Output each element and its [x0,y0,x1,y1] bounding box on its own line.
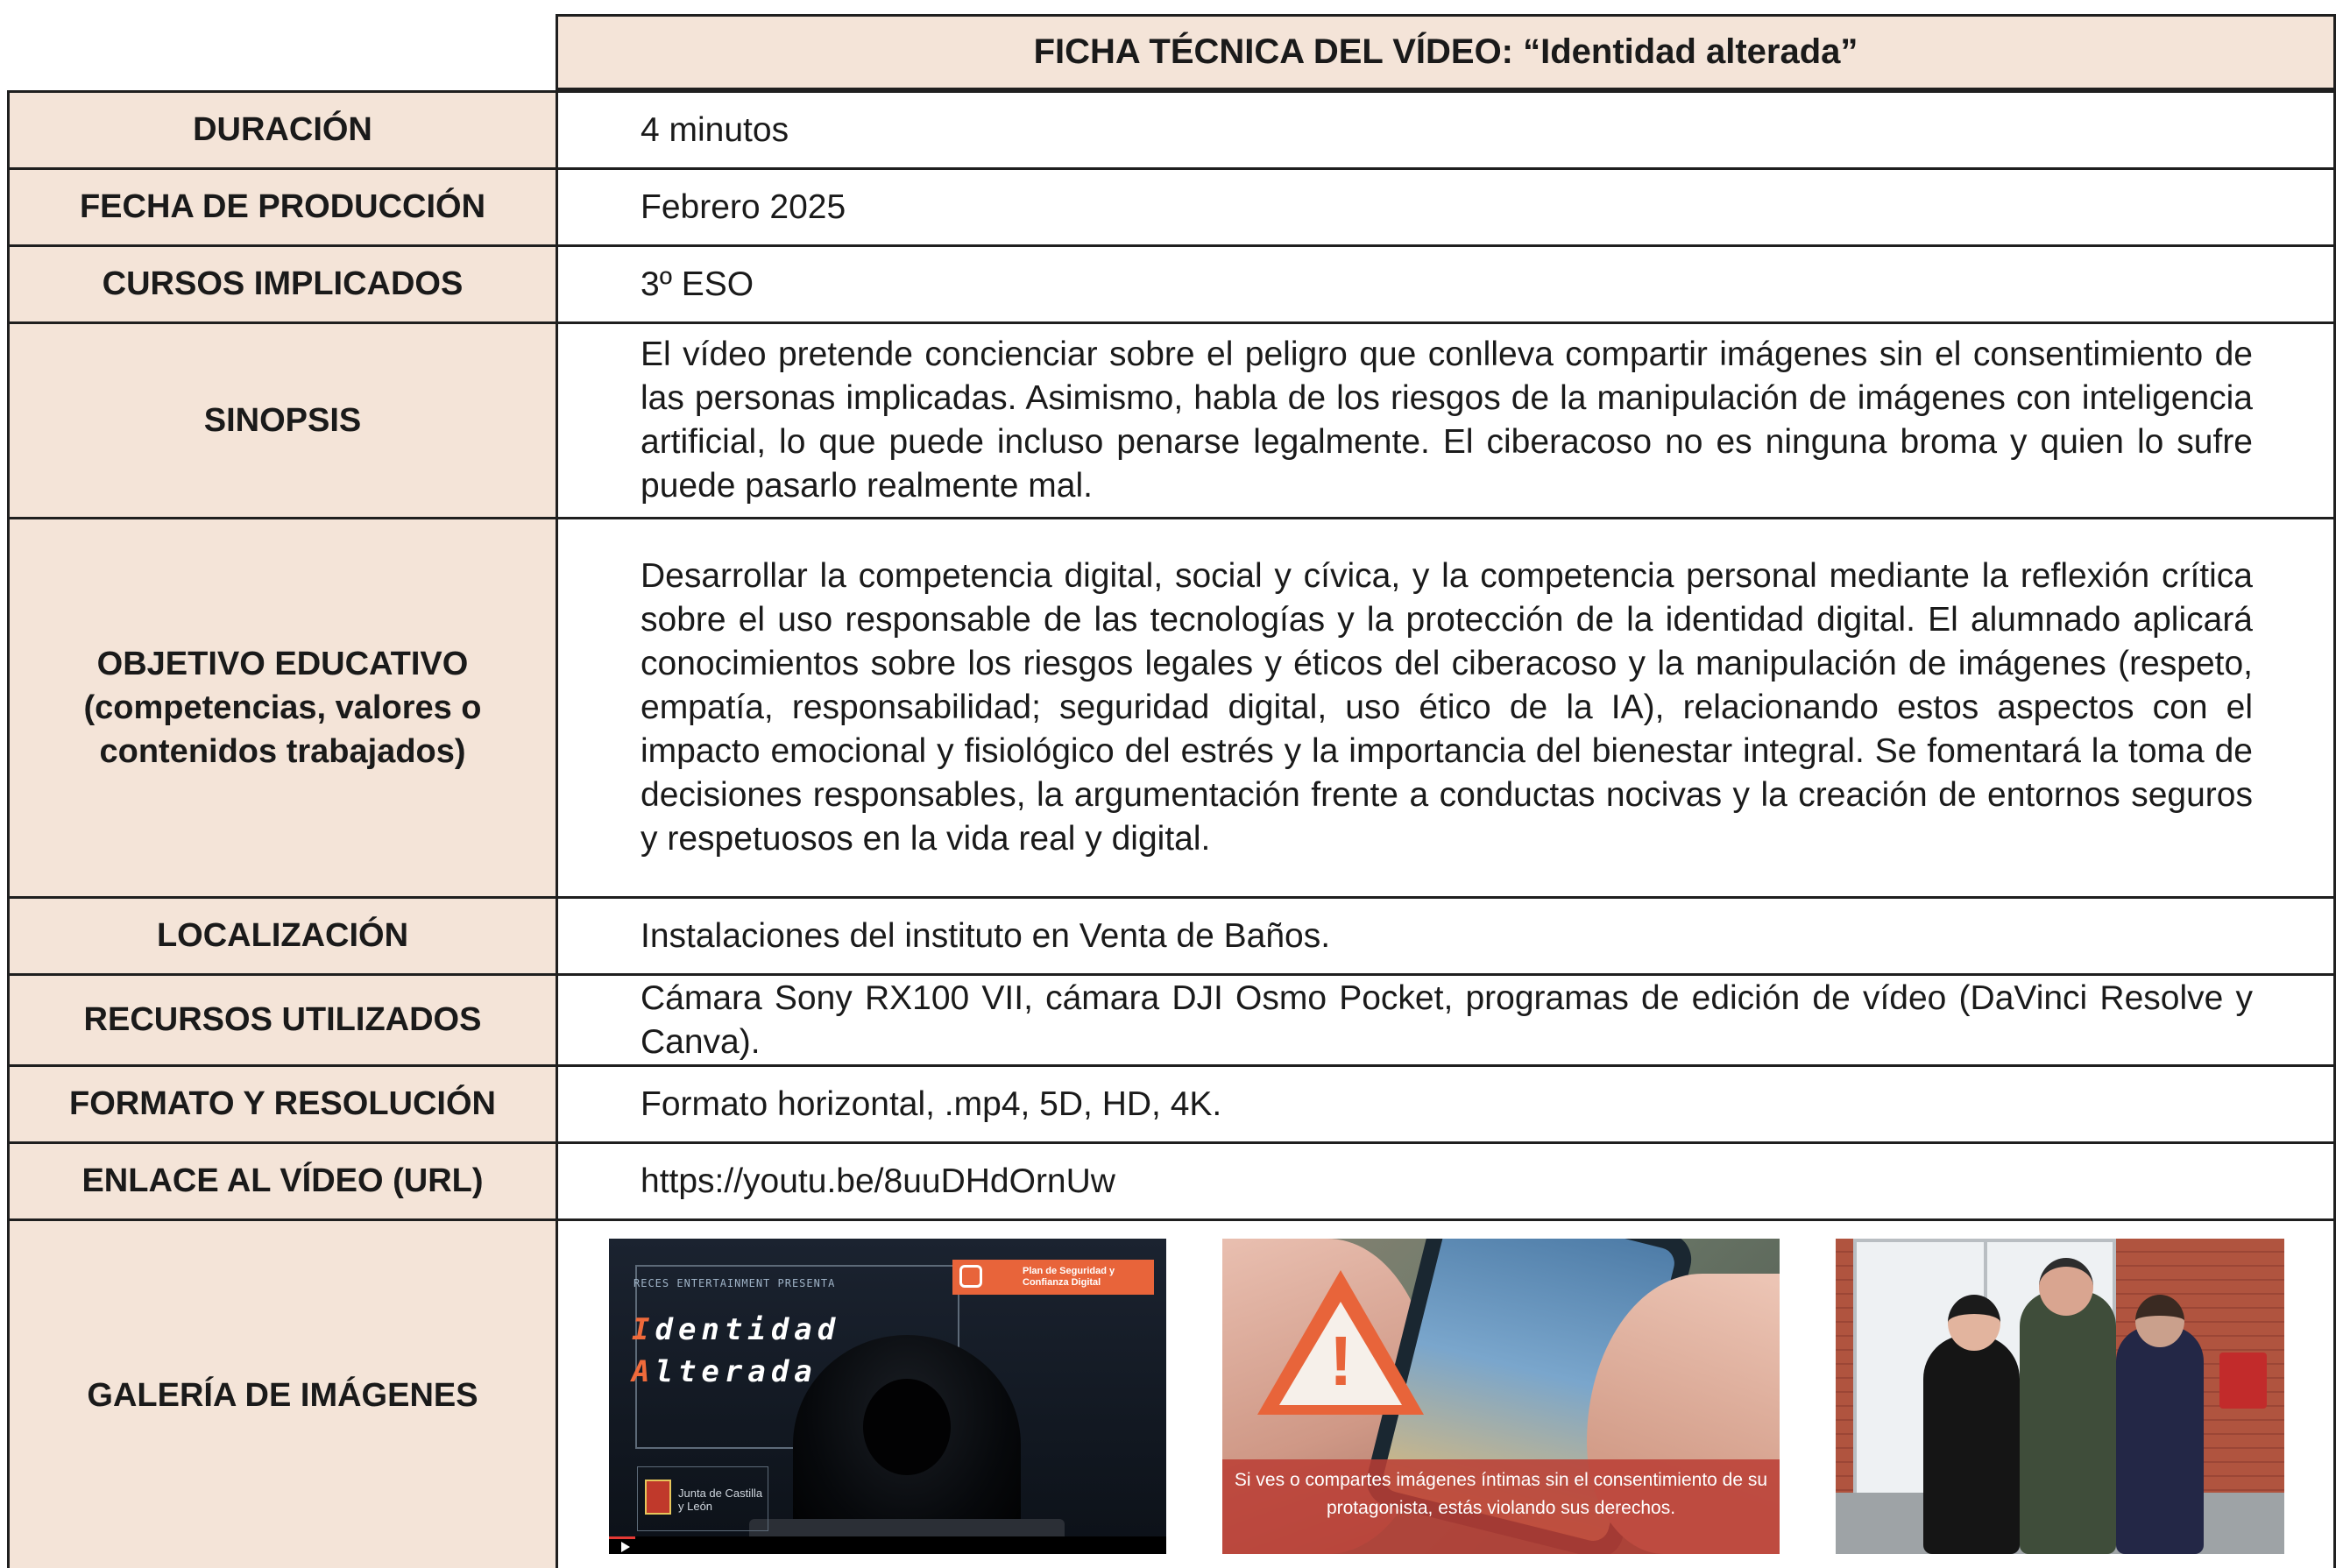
image-gallery [558,1239,2333,1554]
row-value: Instalaciones del instituto en Venta de Baños. [557,898,2335,975]
row-label: GALERÍA DE IMÁGENES [9,1220,557,1568]
row-fecha [9,169,2335,246]
title-word: lterada [655,1353,818,1389]
row-value: Febrero 2025 [557,169,2335,246]
coat-of-arms-icon [645,1480,671,1515]
plan-badge-text: Plan de Seguridad y Confianza Digital [1023,1265,1115,1288]
gallery-image-title-card [609,1239,1166,1554]
mailbox [2219,1353,2267,1409]
gallery-image-warning [1222,1239,1780,1554]
row-localizacion [9,898,2335,975]
video-progress [609,1536,635,1539]
row-sinopsis [9,323,2335,519]
row-label: FECHA DE PRODUCCIÓN [9,169,557,246]
row-formato [9,1066,2335,1143]
lock-icon [959,1265,982,1288]
title-card-title [632,1309,840,1393]
title-word: dentidad [655,1311,841,1347]
row-label: ENLACE AL VÍDEO (URL) [9,1143,557,1220]
row-label: RECURSOS UTILIZADOS [9,975,557,1066]
exclamation-icon: ! [1329,1321,1353,1400]
row-value: Cámara Sony RX100 VII, cámara DJI Osmo Pocket, programas de edición de vídeo (DaVinci Resolve y Canva). [557,975,2335,1066]
row-objetivo [9,519,2335,898]
plan-badge [952,1260,1154,1295]
officer-head [2039,1258,2093,1316]
row-value: Desarrollar la competencia digital, social y cívica, y la competencia personal mediante la reflexión crítica sobre el uso responsable de las tecnologías y la protección de la identidad digital. El alumnado aplicará conocimientos sobre los riesgos legales y éticos del ciberacoso y la manipulación de imágenes (respeto, empatía, responsabilidad; seguridad digital, uso ético de la IA), relacionando estos aspectos con el impacto emocional y fisiológico del estrés y la importancia del bienestar integral. Se fomentará la toma de decisiones responsables, la argumentación frente a conductas nocivas y la creación de entornos seguros y respetuosos en la vida real y digital. [557,519,2335,898]
gallery-cell [557,1220,2335,1568]
row-recursos [9,975,2335,1066]
row-label-line1: OBJETIVO EDUCATIVO [96,645,469,682]
gallery-image-arrest [1836,1239,2284,1554]
row-duracion [9,92,2335,169]
row-label: LOCALIZACIÓN [9,898,557,975]
junta-logo [637,1466,768,1531]
row-galeria [9,1220,2335,1568]
title-initial: A [632,1353,655,1389]
play-icon [621,1542,630,1552]
title-initial: I [632,1311,655,1347]
row-label: FORMATO Y RESOLUCIÓN [9,1066,557,1143]
student2-head [2135,1295,2184,1347]
row-enlace [9,1143,2335,1220]
row-label-line2: (competencias, valores o contenidos trabajados) [83,689,482,771]
row-value: 4 minutos [557,92,2335,169]
row-label: SINOPSIS [9,323,557,519]
row-label: CURSOS IMPLICADOS [9,246,557,323]
table-title: FICHA TÉCNICA DEL VÍDEO: “Identidad alterada” [556,14,2336,90]
student-head [1948,1295,2000,1351]
hooded-face [863,1379,951,1475]
row-value: 3º ESO [557,246,2335,323]
student-body [1923,1335,2020,1554]
junta-logo-text: Junta de Castilla y León [678,1486,763,1513]
video-player-bar [609,1536,1166,1554]
officer-body [2020,1291,2116,1554]
row-label: DURACIÓN [9,92,557,169]
student2-body [2116,1326,2204,1554]
warning-caption: Si ves o compartes imágenes íntimas sin el consentimiento de su protagonista, estás violando sus derechos. [1222,1459,1780,1554]
video-url-link[interactable]: https://youtu.be/8uuDHdOrnUw [557,1143,2335,1220]
technical-sheet-table [7,90,2336,1568]
row-cursos [9,246,2335,323]
title-card-presents: RECES ENTERTAINMENT PRESENTA [634,1276,836,1289]
row-value: Formato horizontal, .mp4, 5D, HD, 4K. [557,1066,2335,1143]
row-label [9,519,557,898]
row-value: El vídeo pretende concienciar sobre el peligro que conlleva compartir imágenes sin el consentimiento de las personas implicadas. Asimismo, habla de los riesgos de la manipulación de imágenes con inteligencia artificial, lo que puede incluso penarse legalmente. El ciberacoso no es ninguna broma y quien lo sufre puede pasarlo realmente mal. [557,323,2335,519]
